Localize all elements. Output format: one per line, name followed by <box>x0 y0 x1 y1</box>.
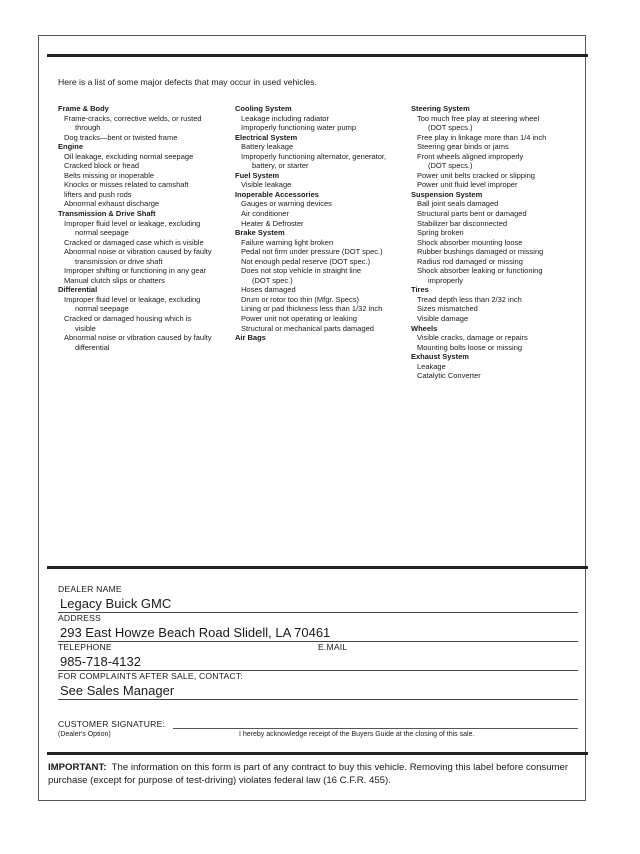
defect-item: through <box>75 123 101 133</box>
important-text: The information on this form is part of any contract to buy this vehicle. Removing this label before consumer purchase (except for purpose of test-driving) violates federal law (16 C.F.R. 455). <box>48 762 569 786</box>
defect-item: Does not stop vehicle in straight line <box>241 266 362 276</box>
defect-item: Lining or pad thickness less than 1/32 inch <box>241 304 383 314</box>
defect-category-heading: Tires <box>411 285 429 295</box>
intro-text: Here is a list of some major defects that may occur in used vehicles. <box>58 77 317 87</box>
dealer-name-label: DEALER NAME <box>58 584 122 594</box>
defect-item: Hoses damaged <box>241 285 296 295</box>
defect-item: Frame-cracks, corrective welds, or rusted <box>64 113 202 123</box>
defect-category-heading: Electrical System <box>235 132 298 142</box>
defect-item: Dog tracks—bent or twisted frame <box>64 132 178 142</box>
defect-item: Cracked block or head <box>64 161 140 171</box>
defect-category-heading: Air Bags <box>235 333 266 343</box>
defect-item: Stabilizer bar disconnected <box>417 218 508 228</box>
address-value: 293 East Howze Beach Road Slidell, LA 70461 <box>60 625 331 640</box>
defect-item: Improper fluid level or leakage, excluding <box>64 218 201 228</box>
defect-item: Catalytic Converter <box>417 371 481 381</box>
defect-item: Leakage including radiator <box>241 113 329 123</box>
defect-item: Improper shifting or functioning in any gear <box>64 266 207 276</box>
dealer-name-value: Legacy Buick GMC <box>60 596 172 611</box>
defect-item: differential <box>75 342 110 352</box>
defect-item: Heater & Defroster <box>241 218 304 228</box>
defect-item: Cracked or damaged case which is visible <box>64 237 204 247</box>
defect-item: (DOT specs.) <box>428 161 473 171</box>
defect-item: Manual clutch slips or chatters <box>64 275 165 285</box>
defect-item: Too much free play at steering wheel <box>417 113 540 123</box>
important-label: IMPORTANT: <box>48 762 107 773</box>
defect-item: Leakage <box>417 361 446 371</box>
defects-column-2 <box>235 104 386 343</box>
defect-item: (DOT spec.) <box>252 275 293 285</box>
defect-item: Visible cracks, damage or repairs <box>417 333 528 343</box>
defect-item: improperly <box>428 275 464 285</box>
complaints-label: FOR COMPLAINTS AFTER SALE, CONTACT: <box>58 671 243 681</box>
defect-item: battery, or starter <box>252 161 309 171</box>
defect-item: Abnormal noise or vibration caused by faulty <box>64 247 212 257</box>
telephone-label: TELEPHONE <box>58 642 112 652</box>
defect-category-heading: Inoperable Accessories <box>235 189 319 199</box>
address-label: ADDRESS <box>58 613 101 623</box>
defect-category-heading: Frame & Body <box>58 104 109 113</box>
defect-item: Shock absorber leaking or functioning <box>417 266 543 276</box>
defect-item: Drum or rotor too thin (Mfgr. Specs) <box>241 294 359 304</box>
defect-item: normal seepage <box>75 304 129 314</box>
defect-category-heading: Transmission & Drive Shaft <box>58 209 156 219</box>
defect-item: Rubber bushings damaged or missing <box>417 247 544 257</box>
defect-item: Power unit not operating or leaking <box>241 314 357 324</box>
defect-item: Visible leakage <box>241 180 292 190</box>
defects-column-1 <box>58 104 212 352</box>
defect-item: Improperly functioning alternator, generator, <box>241 151 387 161</box>
defect-category-heading: Engine <box>58 142 84 152</box>
defect-item: Tread depth less than 2/32 inch <box>417 294 522 304</box>
defect-item: Visible damage <box>417 314 469 324</box>
defect-item: Gauges or warning devices <box>241 199 332 209</box>
defect-item: Structural or mechanical parts damaged <box>241 323 374 333</box>
defect-item: Steering gear binds or jams <box>417 142 509 152</box>
defect-category-heading: Steering System <box>411 104 470 113</box>
defect-item: Structural parts bent or damaged <box>417 209 527 219</box>
defects-column-3 <box>411 104 546 381</box>
defect-category-heading: Wheels <box>411 323 438 333</box>
complaints-contact-value: See Sales Manager <box>60 683 175 698</box>
top-rule <box>47 54 588 57</box>
defect-item: Abnormal noise or vibration caused by faulty <box>64 333 212 343</box>
defect-item: Failure warning light broken <box>241 237 334 247</box>
defect-item: Mounting bolts loose or missing <box>417 342 523 352</box>
defect-category-heading: Brake System <box>235 228 285 238</box>
defect-item: lifters and push rods <box>64 189 132 199</box>
defect-item: Improper fluid level or leakage, excluding <box>64 294 201 304</box>
defect-item: Oil leakage, excluding normal seepage <box>64 151 194 161</box>
defect-item: Power unit fluid level improper <box>417 180 518 190</box>
defect-item: Power unit belts cracked or slipping <box>417 170 535 180</box>
defect-category-heading: Exhaust System <box>411 352 469 362</box>
defect-item: Knocks or misses related to camshaft <box>64 180 189 190</box>
defect-item: Shock absorber mounting loose <box>417 237 523 247</box>
defect-item: visible <box>75 323 96 333</box>
defect-item: Air conditioner <box>241 209 289 219</box>
dealer-name-line <box>58 612 578 613</box>
telephone-value: 985-718-4132 <box>60 654 141 669</box>
defect-item: Pedal not firm under pressure (DOT spec.) <box>241 247 383 257</box>
defect-item: transmission or drive shaft <box>75 256 163 266</box>
defect-item: Improperly functioning water pump <box>241 123 357 133</box>
defect-item: Radius rod damaged or missing <box>417 256 523 266</box>
defect-item: Battery leakage <box>241 142 294 152</box>
defect-item: normal seepage <box>75 228 129 238</box>
dealer-section-rule <box>47 566 588 569</box>
complaints-line <box>58 699 578 700</box>
important-rule <box>47 752 588 755</box>
defect-item: Abnormal exhaust discharge <box>64 199 160 209</box>
defect-item: Not enough pedal reserve (DOT spec.) <box>241 256 371 266</box>
defect-category-heading: Fuel System <box>235 170 280 180</box>
defect-item: Ball joint seals damaged <box>417 199 499 209</box>
defect-category-heading: Cooling System <box>235 104 292 113</box>
dealers-option-note: (Dealer's Option) <box>58 731 111 738</box>
important-notice <box>48 762 588 787</box>
defect-item: Free play in linkage more than 1/4 inch <box>417 132 547 142</box>
defect-item: Cracked or damaged housing which is <box>64 314 192 324</box>
email-label: E.MAIL <box>318 642 348 652</box>
defect-category-heading: Differential <box>58 285 98 295</box>
signature-line <box>173 728 578 729</box>
defect-item: Front wheels aligned improperly <box>417 151 524 161</box>
customer-signature-label: CUSTOMER SIGNATURE: <box>58 719 166 729</box>
defect-category-heading: Suspension System <box>411 189 483 199</box>
defect-item: (DOT specs.) <box>428 123 473 133</box>
defect-item: Belts missing or inoperable <box>64 170 155 180</box>
defect-item: Spring broken <box>417 228 464 238</box>
acknowledge-text: I hereby acknowledge receipt of the Buyers Guide at the closing of this sale. <box>239 731 475 738</box>
defect-item: Sizes mismatched <box>417 304 478 314</box>
